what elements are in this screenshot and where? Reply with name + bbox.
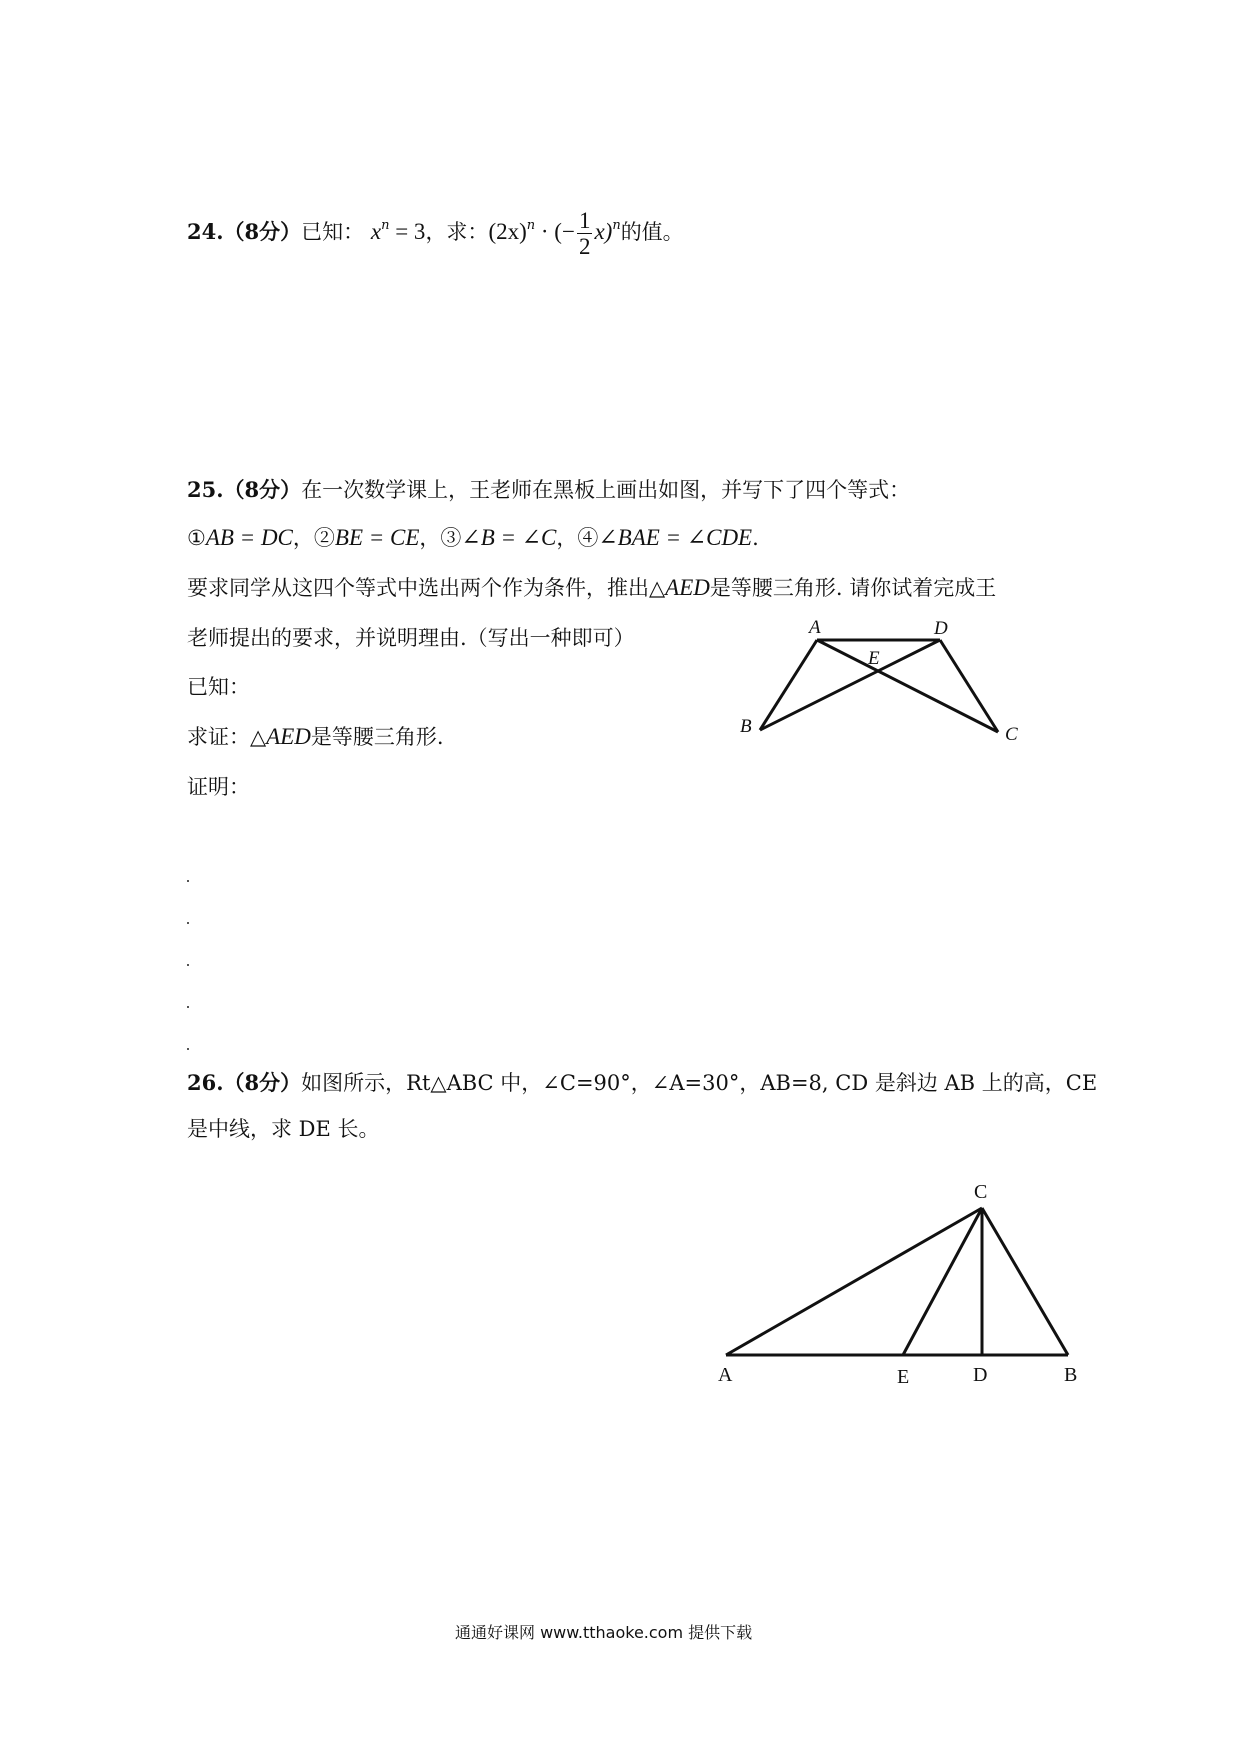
margin-dot <box>187 880 189 882</box>
req-text-a: 要求同学从这四个等式中选出两个作为条件，推出△ <box>187 576 666 600</box>
prove-text-a: 求证：△ <box>187 725 267 749</box>
q25-given-label: 已知： <box>187 675 250 699</box>
label-e: E <box>897 1366 910 1388</box>
margin-dot <box>187 1048 189 1050</box>
label-d: D <box>973 1364 988 1386</box>
q24-frac-num: 1 <box>578 208 591 233</box>
q25-prove <box>187 724 444 750</box>
label-a: A <box>718 1364 733 1386</box>
label-d: D <box>934 618 948 639</box>
margin-dot <box>187 964 189 966</box>
q26-number: 26. <box>187 1070 224 1095</box>
q25-intro: 在一次数学课上，王老师在黑板上画出如图，并写下了四个等式： <box>301 478 911 502</box>
q25-requirement-line1 <box>187 575 996 601</box>
q24-fraction <box>577 208 593 259</box>
segment-cb <box>982 1208 1068 1355</box>
eq2: BE = CE <box>334 525 420 550</box>
q24-tail: 的值。 <box>620 220 684 244</box>
q24-score: （8分） <box>223 219 302 244</box>
page-footer: 通通好课网 www.tthaoke.com 提供下载 <box>455 1623 753 1642</box>
q24-given-rhs: = 3 <box>389 219 426 244</box>
q26-score: （8分） <box>223 1070 302 1095</box>
label-b: B <box>1064 1364 1078 1386</box>
q24-frac-den: 2 <box>578 234 591 259</box>
q24-number: 24. <box>187 219 224 244</box>
q26-text-line1: 如图所示，Rt△ABC 中，∠C=90°，∠A=30°，AB=8, CD 是斜边 AB 上的高，CE <box>301 1071 1098 1095</box>
req-text-b: 是等腰三角形. 请你试着完成王 <box>709 576 997 600</box>
eq2-mark: ，② <box>292 526 335 550</box>
q26-line2: 是中线，求 DE 长。 <box>187 1117 380 1141</box>
label-b: B <box>740 716 752 737</box>
prove-triangle-name: AED <box>266 724 311 749</box>
q24-given-lhs: x <box>370 219 382 244</box>
q24-expr-a: (2x) <box>488 219 527 244</box>
question-24 <box>187 208 684 259</box>
q25-score: （8分） <box>223 477 302 502</box>
eq1-mark: ① <box>187 526 206 550</box>
eq-end: . <box>752 526 759 550</box>
prove-text-b: 是等腰三角形. <box>310 725 444 749</box>
eq3: ∠B = ∠C <box>461 525 557 550</box>
margin-dot <box>187 922 189 924</box>
eq3-mark: ，③ <box>419 526 462 550</box>
q24-expr-dot: · (− <box>535 219 575 244</box>
q24-expr-b-exp: n <box>612 218 621 233</box>
label-c: C <box>1005 724 1018 745</box>
q24-expr-b: x) <box>594 219 613 244</box>
segment-ac <box>817 640 998 732</box>
q24-given-exp: n <box>381 218 390 233</box>
q25-proof-label: 证明： <box>187 775 250 799</box>
q24-expr-a-exp: n <box>526 218 536 233</box>
q25-equations <box>187 525 759 551</box>
eq4-mark: ，④ <box>556 526 599 550</box>
q24-ask-label: ，求： <box>425 220 489 244</box>
q25-number: 25. <box>187 477 224 502</box>
q26-line1 <box>187 1070 1097 1096</box>
q24-given-label: 已知： <box>301 220 365 244</box>
eq1: AB = DC <box>205 525 293 550</box>
label-e: E <box>868 648 880 669</box>
eq4: ∠BAE = ∠CDE <box>598 525 753 550</box>
label-a: A <box>809 617 821 638</box>
label-c: C <box>974 1181 988 1203</box>
q25-header <box>187 477 910 503</box>
q25-figure <box>730 615 1050 750</box>
q26-figure <box>710 1170 1100 1390</box>
margin-dot <box>187 1006 189 1008</box>
q25-requirement-line2: 老师提出的要求，并说明理由.（写出一种即可） <box>187 626 635 650</box>
req-triangle-name: AED <box>665 575 710 600</box>
